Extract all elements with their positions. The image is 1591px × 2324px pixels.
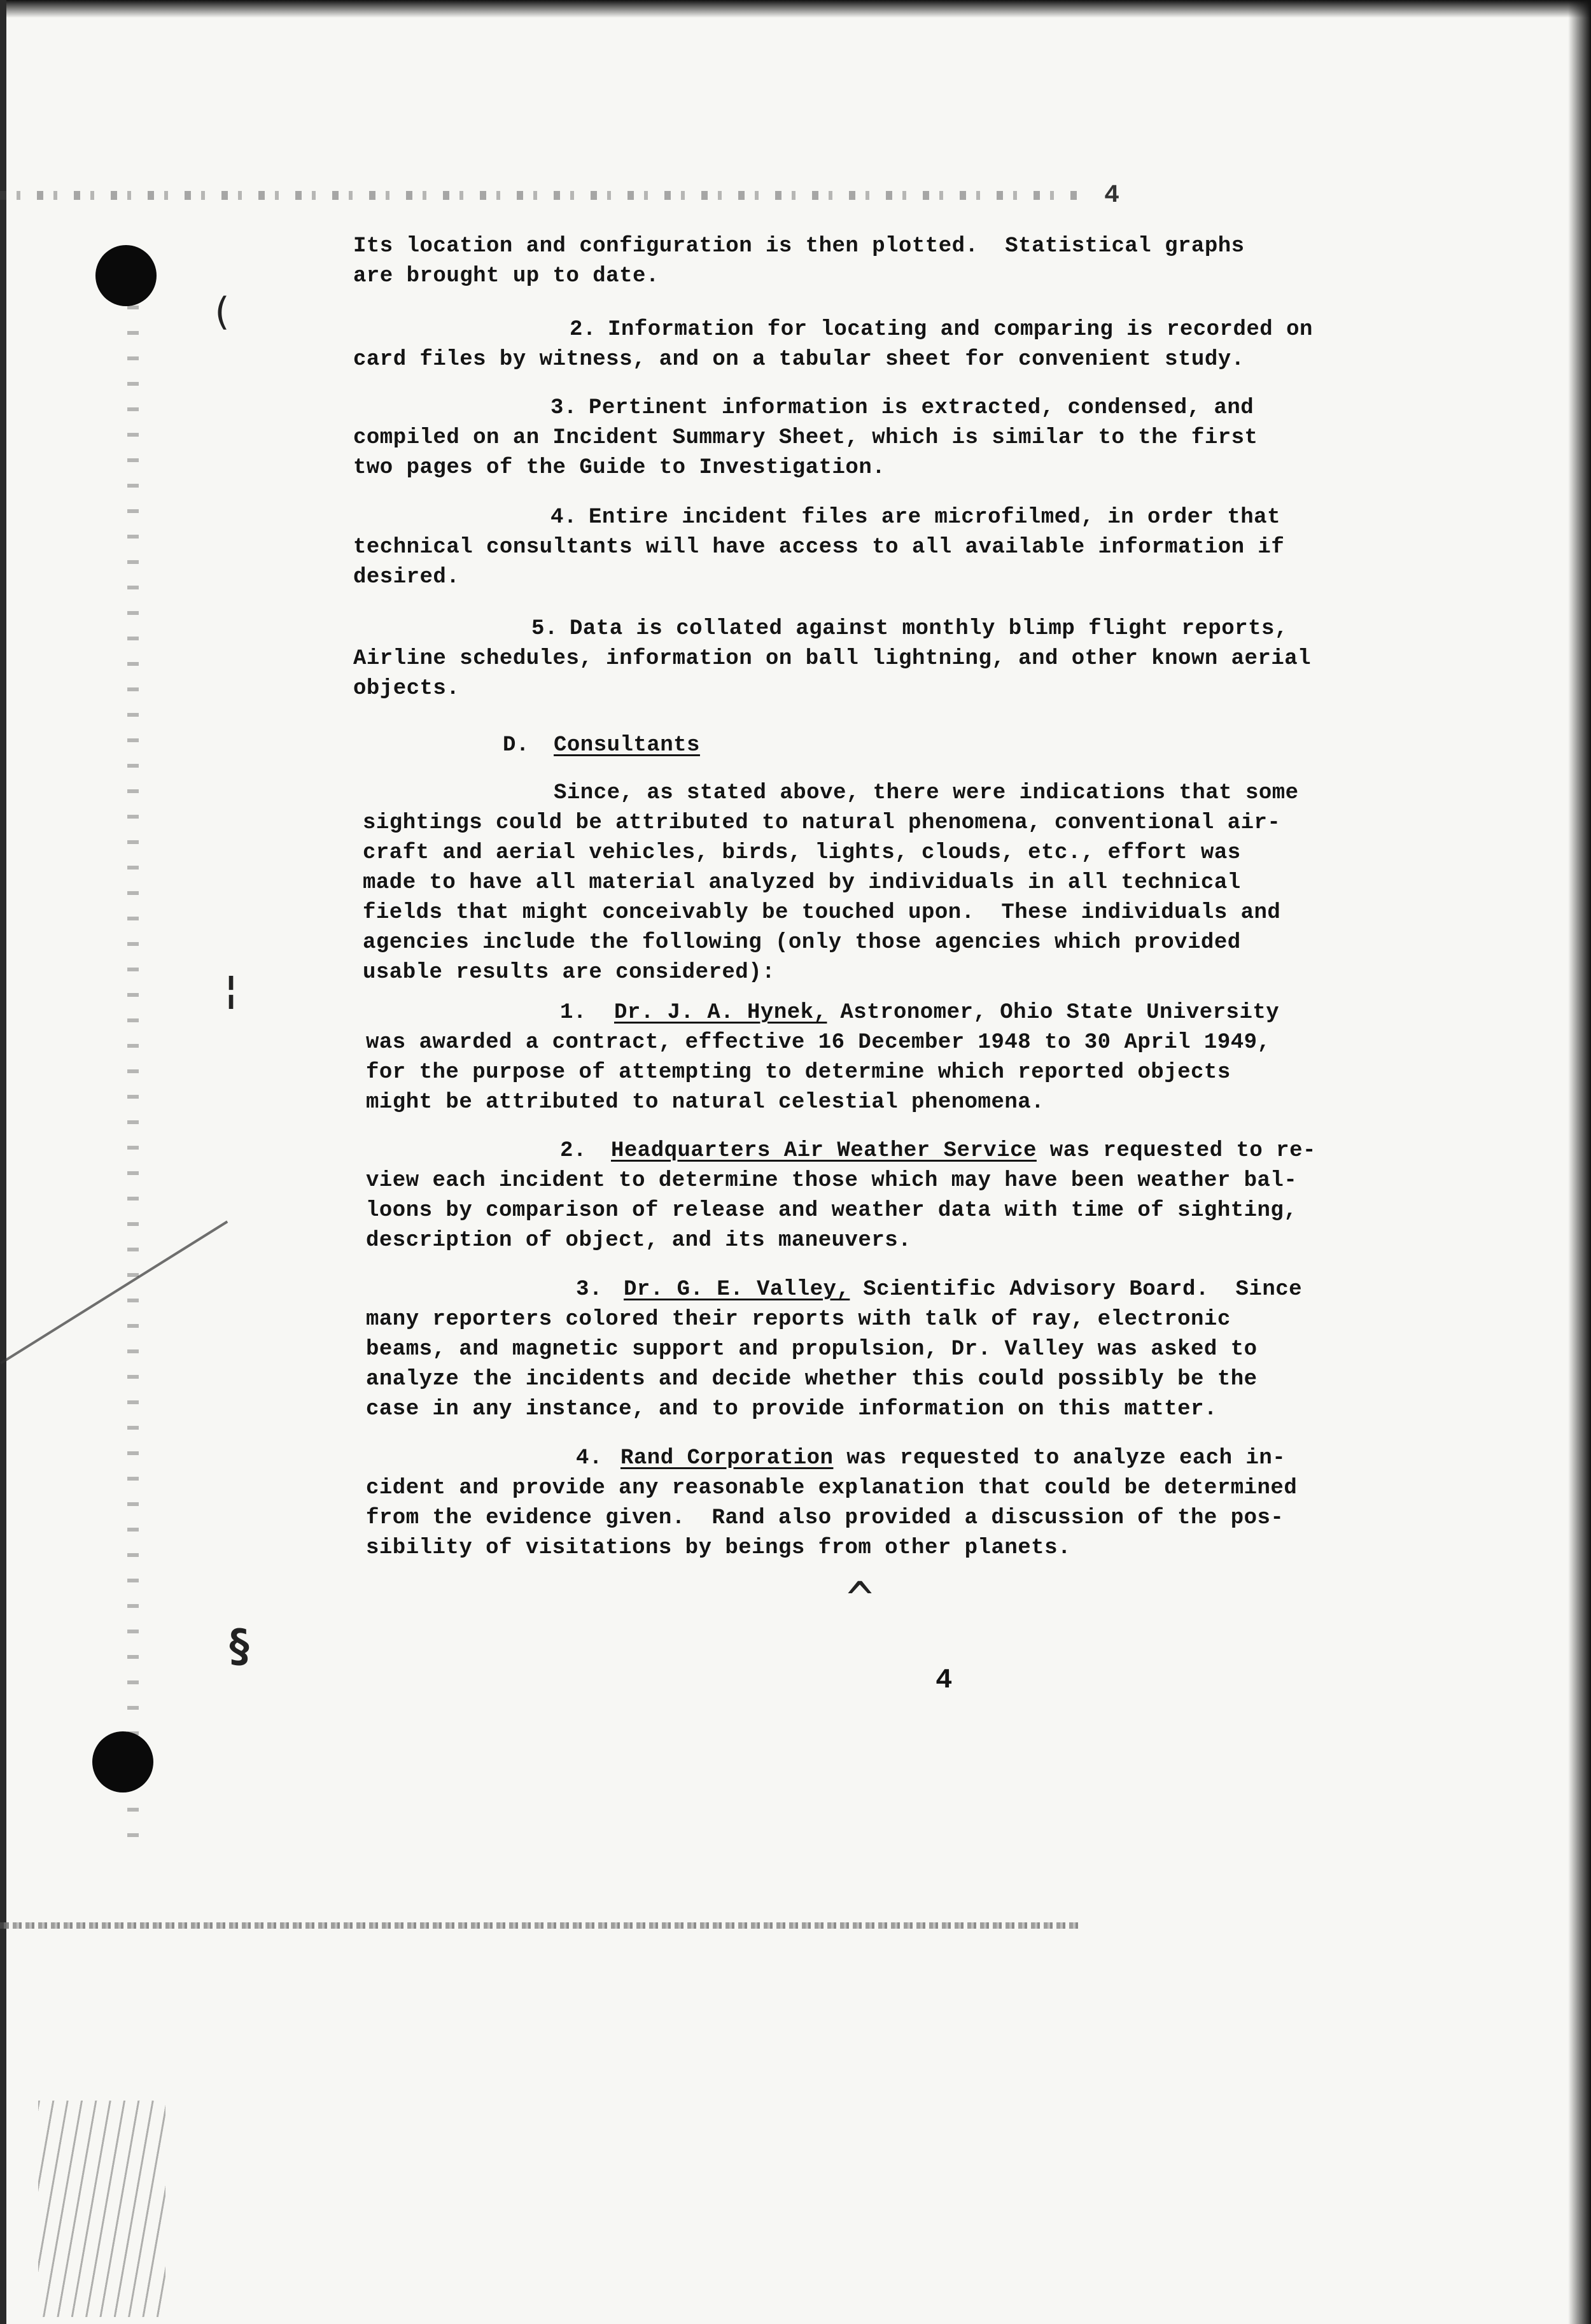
- consultant-2-name: Headquarters Air Weather Service: [611, 1139, 1037, 1163]
- list-item-5-number: 5.: [531, 617, 558, 641]
- intro-line-2: are brought up to date.: [353, 264, 659, 288]
- list-item-3-line-3: two pages of the Guide to Investigation.: [353, 456, 886, 480]
- consultant-4-number: 4.: [576, 1446, 603, 1470]
- consultant-3-first-line-rest: Scientific Advisory Board. Since: [850, 1278, 1303, 1302]
- consultant-3-first-line: [624, 1275, 1302, 1305]
- list-item-3-line-2: compiled on an Incident Summary Sheet, which is similar to the first: [353, 426, 1258, 450]
- scan-diagonal-mark: [0, 1220, 228, 1364]
- list-item-3-line-1: Pertinent information is extracted, condensed, and: [589, 396, 1254, 420]
- consultant-2-line-4: description of object, and its maneuvers.: [366, 1229, 912, 1253]
- section-intro-line-1: Since, as stated above, there were indications that some: [554, 781, 1299, 805]
- section-intro-line-5: fields that might conceivably be touched upon. These individuals and: [363, 901, 1281, 925]
- consultant-3-line-5: case in any instance, and to provide information on this matter.: [366, 1397, 1217, 1421]
- punch-hole-bottom: [92, 1731, 153, 1792]
- list-item-4-line-1: Entire incident files are microfilmed, in order that: [589, 505, 1280, 530]
- list-item-5-line-1: Data is collated against monthly blimp flight reports,: [570, 617, 1288, 641]
- list-item-3-number: 3.: [550, 396, 577, 420]
- consultant-1-number: 1.: [560, 1001, 587, 1025]
- list-item-2-line-2: card files by witness, and on a tabular sheet for convenient study.: [353, 348, 1245, 372]
- consultant-2-first-line-rest: was requested to re-: [1036, 1139, 1316, 1163]
- consultant-4-first-line-rest: was requested to analyze each in-: [833, 1446, 1286, 1470]
- list-item-5-line-2: Airline schedules, information on ball lightning, and other known aerial: [353, 647, 1312, 671]
- consultant-2-line-2: view each incident to determine those which may have been weather bal-: [366, 1169, 1298, 1193]
- consultant-1-name: Dr. J. A. Hynek,: [614, 1001, 827, 1025]
- consultant-3-number: 3.: [576, 1278, 603, 1302]
- consultant-2-number: 2.: [560, 1139, 587, 1163]
- handwritten-bracket-mark: (: [210, 290, 234, 334]
- consultant-1-first-line-rest: Astronomer, Ohio State University: [827, 1001, 1280, 1025]
- scan-right-edge: [1568, 0, 1591, 2324]
- consultant-4-name: Rand Corporation: [620, 1446, 834, 1470]
- scan-header-noise: [0, 191, 1082, 200]
- consultant-2-line-3: loons by comparison of release and weather data with time of sighting,: [366, 1199, 1298, 1223]
- consultant-3-line-4: analyze the incidents and decide whether this could possibly be the: [366, 1367, 1258, 1391]
- page-number: 4: [936, 1665, 953, 1696]
- section-letter: D.: [503, 733, 529, 757]
- list-item-5-line-3: objects.: [353, 677, 460, 701]
- list-item-4-line-3: desired.: [353, 565, 460, 589]
- scan-left-speckle: [127, 255, 139, 1846]
- handwritten-caret-mark: ^: [846, 1572, 874, 1624]
- scan-bottom-scratch: [38, 2101, 165, 2317]
- section-intro-line-7: usable results are considered):: [363, 961, 776, 985]
- consultant-1-line-2: was awarded a contract, effective 16 December 1948 to 30 April 1949,: [366, 1031, 1271, 1055]
- punch-hole-top: [95, 245, 157, 306]
- consultant-3-name: Dr. G. E. Valley,: [624, 1278, 850, 1302]
- section-heading: Consultants: [554, 733, 700, 757]
- scan-top-edge: [0, 0, 1591, 18]
- consultant-4-line-2: cident and provide any reasonable explanation that could be determined: [366, 1476, 1298, 1500]
- intro-line-1: Its location and configuration is then plotted. Statistical graphs: [353, 234, 1245, 258]
- consultant-1-line-3: for the purpose of attempting to determine which reported objects: [366, 1060, 1231, 1085]
- consultant-4-line-3: from the evidence given. Rand also provided a discussion of the pos-: [366, 1506, 1284, 1530]
- section-intro-line-3: craft and aerial vehicles, birds, lights, clouds, etc., effort was: [363, 841, 1241, 865]
- handwritten-bottom-mark: §: [226, 1620, 253, 1672]
- consultant-1-line-4: might be attributed to natural celestial phenomena.: [366, 1090, 1045, 1115]
- list-item-2-line-1: Information for locating and comparing is recorded on: [608, 318, 1313, 342]
- handwritten-side-mark: ¦: [220, 968, 243, 1012]
- consultant-4-line-4: sibility of visitations by beings from other planets.: [366, 1536, 1071, 1560]
- scan-smudge-line: [0, 1922, 1082, 1929]
- consultant-2-first-line: [611, 1136, 1316, 1166]
- list-item-2-number: 2.: [570, 318, 596, 342]
- consultant-4-first-line: [620, 1444, 1286, 1474]
- section-intro-line-2: sightings could be attributed to natural phenomena, conventional air-: [363, 811, 1281, 835]
- scan-left-edge: [0, 0, 6, 2324]
- top-page-mark: 4: [1104, 181, 1120, 210]
- consultant-3-line-3: beams, and magnetic support and propulsion, Dr. Valley was asked to: [366, 1337, 1258, 1362]
- section-intro-line-4: made to have all material analyzed by individuals in all technical: [363, 871, 1241, 895]
- list-item-4-number: 4.: [550, 505, 577, 530]
- consultant-3-line-2: many reporters colored their reports with talk of ray, electronic: [366, 1307, 1231, 1332]
- consultant-1-first-line: [614, 998, 1279, 1028]
- list-item-4-line-2: technical consultants will have access to all available information if: [353, 535, 1285, 560]
- section-intro-line-6: agencies include the following (only those agencies which provided: [363, 931, 1241, 955]
